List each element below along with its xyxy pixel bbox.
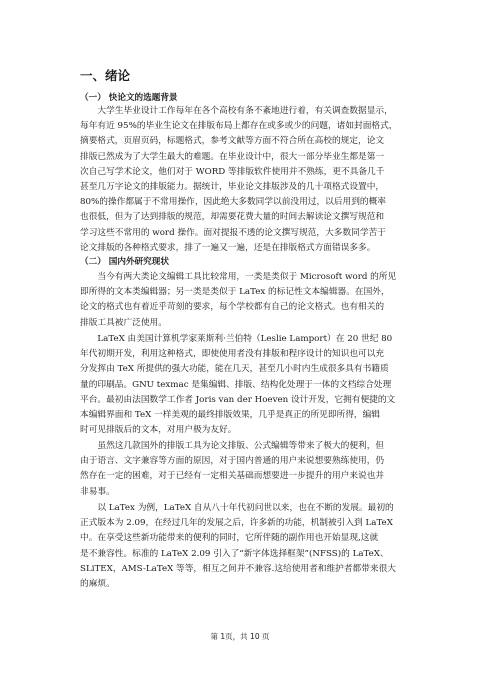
text-line: 然存在一定的困难，对于已经有一定相关基础而想要进一步提升的用户来说也并 [80, 471, 385, 482]
text-line: 虽然这几款国外的排版工具为论文排版、公式编辑等带来了极大的便利，但 [80, 441, 385, 451]
text-line: 时可见排版后的文本，对用户极为友好。 [80, 425, 237, 436]
research-paragraph-4 [80, 501, 400, 592]
text-line: 也很低，但为了达到排版的规范，却需要花费大量的时间去解读论文撰写规范和 [80, 212, 385, 223]
text-line: 每年有近 95%的毕业生论文在排版布局上都存在或多或少的问题，诸如封面格式， [80, 121, 398, 132]
text-line: 甚至几万字论文的排版能力。据统计，毕业论文排版涉及的几十项格式设置中， [80, 181, 385, 192]
text-line: 即所得的文本类编辑器；另一类是类似于 LaTex 的标记性文本编辑器。在国外， [80, 287, 390, 298]
section-heading-background: （一） 快论文的选题背景 [80, 93, 178, 103]
text-line: 排版已然成为了大学生最大的难题。在毕业设计中，很大一部分毕业生都是第一 [80, 151, 385, 162]
text-line: 本编辑界面和 TeX 一样美观的最终排版效果，几乎是真正的所见即所得，编辑 [80, 409, 380, 420]
chapter-heading: 一、绪论 [80, 68, 131, 83]
text-line: 论文排版的各种格式要求，排了一遍又一遍，还是在排版格式方面错误多多。 [80, 242, 376, 253]
background-paragraph [80, 104, 400, 256]
text-line: 分发挥由 TeX 所提供的强大功能，能在几天，甚至几小时内生成很多具有书籍质 [80, 364, 389, 375]
research-paragraph-3 [80, 439, 400, 500]
research-paragraph-2 [80, 332, 400, 438]
text-line: 是不兼容性。标准的 LaTeX 2.09 引入了“新字体选择框架”(NFSS)的 LaTeX、 [80, 548, 389, 559]
text-line: 正式版本为 2.09，在经过几年的发展之后，许多新的功能，机制被引入到 LaTeX [80, 518, 393, 529]
text-line: SLiTEX，AMS-LaTeX 等等，相互之间并不兼容.这给使用者和维护者都带来很大 [80, 563, 396, 574]
text-line: 年代初期开发，利用这种格式，即使使用者没有排版和程序设计的知识也可以充 [80, 349, 385, 360]
text-line: 次自己写学术论文，他们对于 WORD 等排版软件使用并不熟练，更不具备几千 [80, 166, 385, 177]
page-footer: 第 1页，共 10 页 [210, 632, 270, 641]
text-line: 中。在享受这些新功能带来的便利的同时，它所伴随的副作用也开始显现,这就 [80, 533, 379, 544]
text-line: 论文的格式也有着近乎苛刻的要求，每个学校都有自己的论文格式。也有相关的 [80, 302, 385, 313]
text-line: 的麻烦。 [80, 578, 115, 589]
text-line: LaTeX 由美国计算机学家莱斯利·兰伯特（Leslie Lamport）在 20 世纪 80 [80, 334, 393, 344]
text-line: 当今有两大类论文编辑工具比较常用，一类是类似于 Microsoft word 的所见 [80, 272, 397, 282]
text-line: 非易事。 [80, 486, 115, 497]
text-line: 摘要格式，页眉页码，标题格式，参考文献等方面不符合所在高校的规定，论文 [80, 136, 385, 147]
text-line: 大学生毕业设计工作每年在各个高校有条不紊地进行着，有关调查数据显示， [80, 106, 393, 116]
text-line: 以 LaTex 为例，LaTeX 自从八十年代初问世以来，也在不断的发展。最初的 [80, 503, 394, 513]
text-line: 量的印刷品。GNU texmac 是集编辑、排版、结构化处理于一体的文档综合处理 [80, 379, 392, 390]
section-heading-research-status: （二） 国内外研究现状 [80, 257, 169, 267]
text-line: 排版工具被广泛使用。 [80, 317, 167, 328]
text-line: 由于语言、文字兼容等方面的原因，对于国内普通的用户来说想要熟练使用，仍 [80, 456, 385, 467]
text-line: 学习这些不常用的 word 操作。面对提报不透的论文撰写规范，大多数同学苦于 [80, 227, 386, 238]
text-line: 平台。最初由法国数学工作者 Joris van der Hoeven 设计开发，它拥有便捷的文 [80, 394, 396, 405]
text-line: 80%的操作都属于不常用操作，因此绝大多数同学以前没用过，以后用到的概率 [80, 197, 386, 208]
research-paragraph-1 [80, 270, 400, 331]
